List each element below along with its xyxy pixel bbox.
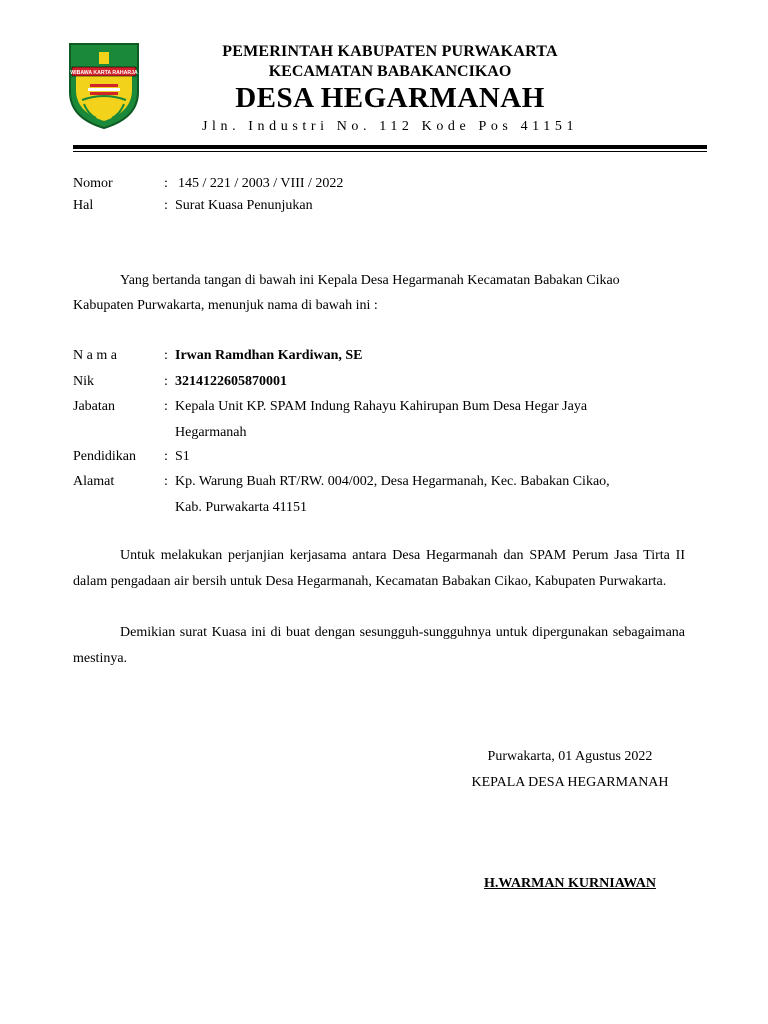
nama-value: Irwan Ramdhan Kardiwan, SE: [175, 348, 363, 363]
alamat-value-line-2: Kab. Purwakarta 41151: [175, 500, 308, 515]
hal-value: Surat Kuasa Penunjukan: [175, 198, 313, 213]
alamat-value-line-1: Kp. Warung Buah RT/RW. 004/002, Desa Hegarmanah, Kec. Babakan Cikao,: [175, 474, 610, 489]
alamat-colon: :: [164, 474, 168, 489]
closing-text: Demikian surat Kuasa ini di buat dengan sesungguh-sungguhnya untuk dipergunakan sebagaimana mestinya.: [73, 625, 685, 666]
signature-place-date: Purwakarta, 01 Agustus 2022: [487, 749, 653, 764]
alamat-label: Alamat: [73, 474, 115, 489]
jabatan-colon: :: [164, 399, 168, 414]
pendidikan-label: Pendidikan: [73, 449, 136, 464]
nama-label: N a m a: [73, 348, 117, 363]
letterhead-address: Jln. Industri No. 112 Kode Pos 41151: [201, 119, 579, 134]
nomor-colon: :: [164, 176, 168, 191]
emblem-banner-text: WIBAWA KARTA RAHARJA: [70, 70, 138, 76]
jabatan-value-line-2: Hegarmanah: [175, 425, 247, 440]
header-divider-thin: [73, 151, 707, 152]
pendidikan-colon: :: [164, 449, 168, 464]
purpose-text: Untuk melakukan perjanjian kerjasama antara Desa Hegarmanah dan SPAM Perum Jasa Tirta II dalam pengadaan air bersih untuk Desa Hegarmanah, Kecamatan Babakan Cikao, Kabupaten Purwakarta.: [73, 548, 685, 589]
nama-colon: :: [164, 348, 168, 363]
regency-emblem-icon: [66, 40, 142, 130]
hal-label: Hal: [73, 198, 94, 213]
letterhead-village: DESA HEGARMANAH: [235, 82, 545, 114]
nik-colon: :: [164, 374, 168, 389]
intro-line-2: Kabupaten Purwakarta, menunjuk nama di bawah ini :: [73, 298, 378, 313]
purpose-paragraph: [73, 543, 685, 594]
signature-title: KEPALA DESA HEGARMANAH: [471, 775, 669, 790]
pendidikan-value: S1: [175, 449, 190, 464]
nik-value: 3214122605870001: [175, 374, 287, 389]
letterhead-district: KECAMATAN BABAKANCIKAO: [268, 63, 512, 80]
jabatan-label: Jabatan: [73, 399, 115, 414]
signature-name: H.WARMAN KURNIAWAN: [484, 876, 656, 891]
nomor-value: 145 / 221 / 2003 / VIII / 2022: [178, 176, 344, 191]
hal-colon: :: [164, 198, 168, 213]
nik-label: Nik: [73, 374, 94, 389]
letterhead-government: PEMERINTAH KABUPATEN PURWAKARTA: [222, 43, 558, 60]
header-divider-thick: [73, 145, 707, 149]
closing-paragraph: [73, 620, 685, 671]
intro-line-1: Yang bertanda tangan di bawah ini Kepala Desa Hegarmanah Kecamatan Babakan Cikao: [120, 273, 620, 288]
jabatan-value-line-1: Kepala Unit KP. SPAM Indung Rahayu Kahirupan Bum Desa Hegar Jaya: [175, 399, 588, 414]
nomor-label: Nomor: [73, 176, 113, 191]
signature-name-wrap: [420, 876, 720, 892]
